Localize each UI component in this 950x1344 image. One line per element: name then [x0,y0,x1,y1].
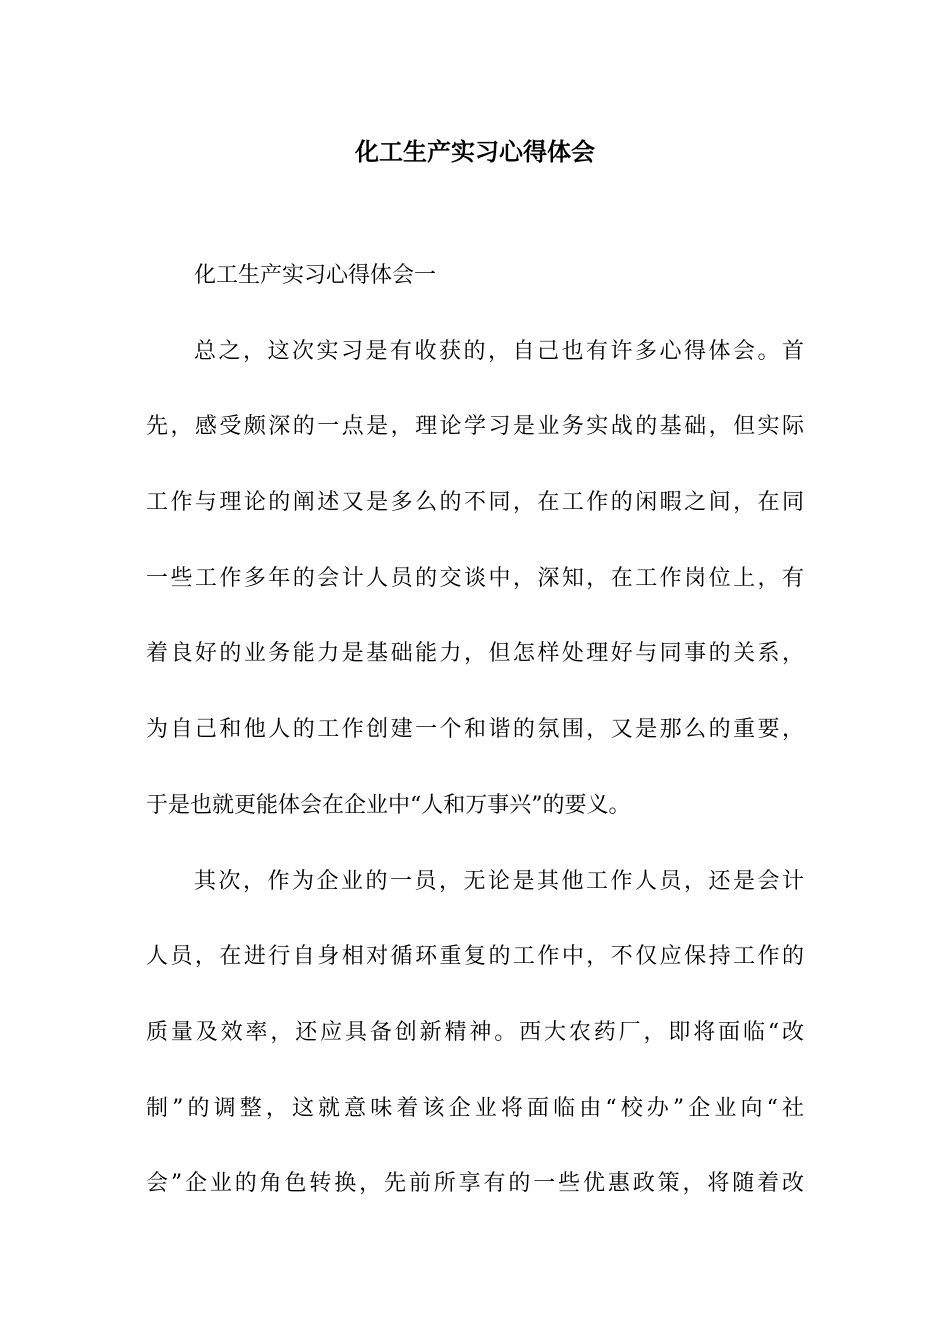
document-title: 化工生产实习心得体会 [355,137,595,166]
paragraph-line: 其次，作为企业的一员，无论是其他工作人员，还是会计 [194,868,804,894]
paragraph-line: 制”的调整，这就意味着该企业将面临由“校办”企业向“社 [146,1095,804,1121]
paragraph-line: 于是也就更能体会在企业中“人和万事兴”的要义。 [146,792,631,818]
paragraph-line: 着良好的业务能力是基础能力，但怎样处理好与同事的关系， [146,641,804,667]
section-heading: 化工生产实习心得体会一 [194,263,437,288]
document-body [146,252,804,1236]
paragraph-line: 会”企业的角色转换，先前所享有的一些优惠政策，将随着改 [146,1171,804,1197]
paragraph-line: 为自己和他人的工作创建一个和谐的氛围，又是那么的重要， [146,717,804,743]
paragraph-line: 人员，在进行自身相对循环重复的工作中，不仅应保持工作的 [146,944,804,970]
paragraph-line: 质量及效率，还应具备创新精神。西大农药厂，即将面临“改 [146,1019,804,1045]
paragraph-line: 工作与理论的阐述又是多么的不同，在工作的闲暇之间，在同 [146,490,804,516]
paragraph-line: 总之，这次实习是有收获的，自己也有许多心得体会。首 [194,338,804,364]
paragraph-line: 一些工作多年的会计人员的交谈中，深知，在工作岗位上，有 [146,565,804,591]
paragraph-line: 先，感受颇深的一点是，理论学习是业务实战的基础，但实际 [146,414,804,440]
